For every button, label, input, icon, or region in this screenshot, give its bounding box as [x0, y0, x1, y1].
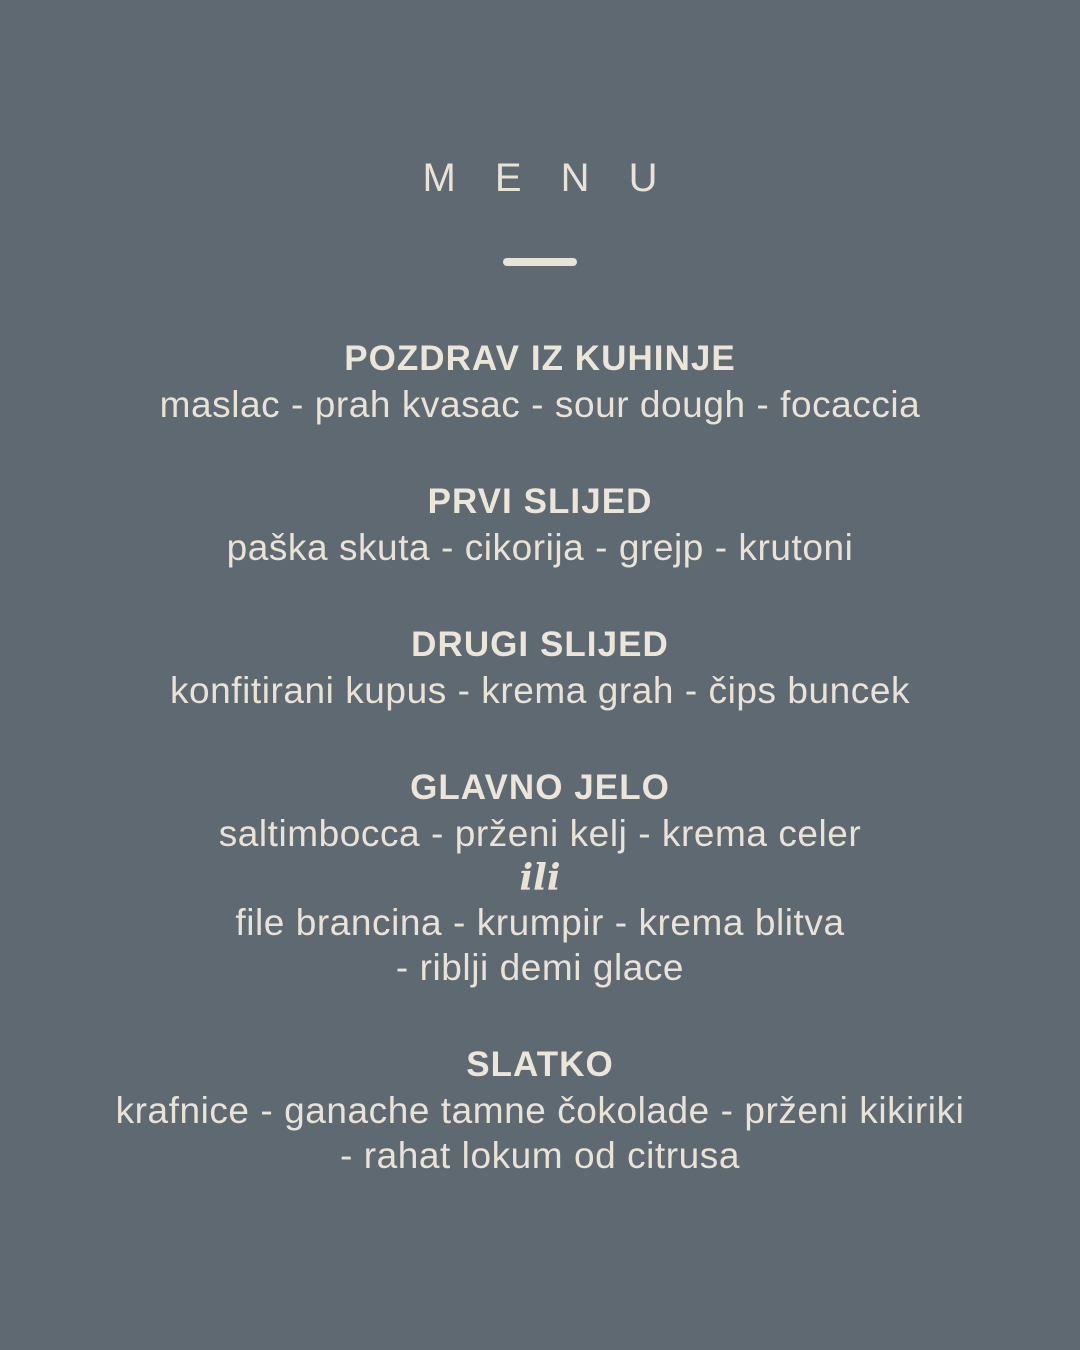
menu-section-drugi-slijed [0, 622, 1080, 713]
section-heading-pozdrav-iz-kuhinje: POZDRAV IZ KUHINJE [344, 339, 736, 378]
or-separator-label: ili [519, 857, 561, 899]
section-items-slatko: krafnice - ganache tamne čokolade - prženi kikiriki [115, 1090, 965, 1131]
section-items-slatko-cont: - rahat lokum od citrusa [340, 1135, 740, 1176]
divider-line [503, 258, 577, 266]
menu-section-slatko [0, 1042, 1080, 1178]
section-items-prvi-slijed: paška skuta - cikorija - grejp - krutoni [226, 527, 854, 568]
section-heading-glavno-jelo: GLAVNO JELO [410, 768, 670, 807]
section-heading-drugi-slijed: DRUGI SLIJED [411, 625, 669, 664]
menu-section-prvi-slijed [0, 479, 1080, 570]
section-items-pozdrav-iz-kuhinje: maslac - prah kvasac - sour dough - focaccia [159, 384, 921, 425]
section-items-glavno-jelo-option-2-cont: - riblji demi glace [395, 947, 685, 988]
section-items-drugi-slijed: konfitirani kupus - krema grah - čips buncek [169, 670, 911, 711]
menu-title: M E N U [422, 156, 672, 200]
section-heading-slatko: SLATKO [466, 1045, 614, 1084]
menu-sections [0, 336, 1080, 1178]
section-heading-prvi-slijed: PRVI SLIJED [427, 482, 653, 521]
menu-section-pozdrav-iz-kuhinje [0, 336, 1080, 427]
menu-section-glavno-jelo [0, 765, 1080, 990]
section-items-glavno-jelo-option-1: saltimbocca - prženi kelj - krema celer [218, 813, 862, 854]
section-items-glavno-jelo-option-2: file brancina - krumpir - krema blitva [235, 902, 845, 943]
